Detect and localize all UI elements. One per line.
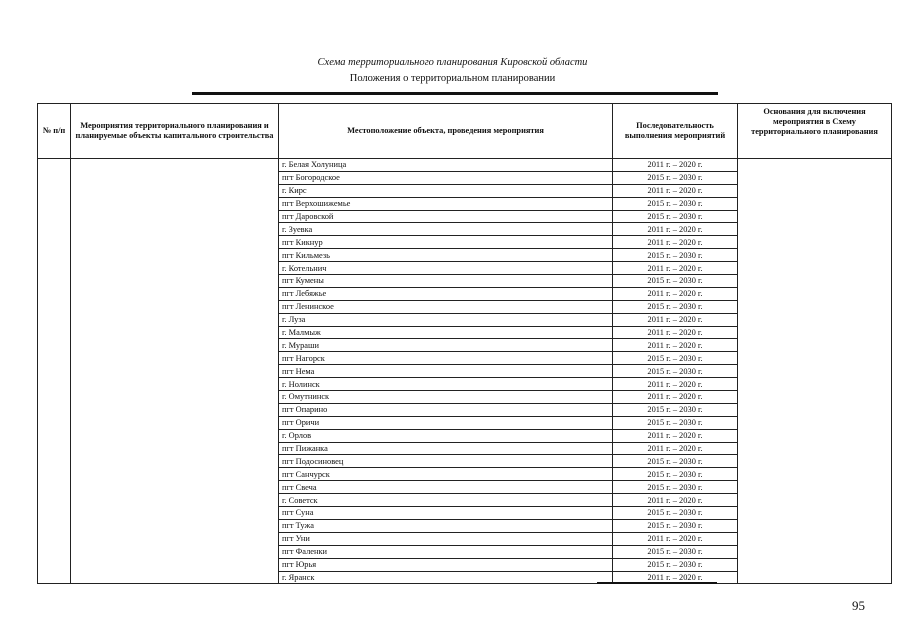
location-cell: г. Котельнич (279, 262, 613, 275)
location-cell: пгт Ленинское (279, 300, 613, 313)
number-cell (38, 159, 71, 584)
sequence-cell: 2011 г. – 2020 г. (613, 442, 738, 455)
sequence-cell: 2015 г. – 2030 г. (613, 416, 738, 429)
col-measures-header: Мероприятия территориального планирования и планируемые объекты капитального строительства (71, 104, 279, 159)
sequence-cell: 2011 г. – 2020 г. (613, 313, 738, 326)
location-cell: пгт Оричи (279, 416, 613, 429)
location-cell: г. Зуевка (279, 223, 613, 236)
location-cell: пгт Свеча (279, 481, 613, 494)
measures-cell (71, 159, 279, 584)
location-cell: пгт Фаленки (279, 545, 613, 558)
location-cell: пгт Опарино (279, 403, 613, 416)
location-cell: г. Советск (279, 494, 613, 507)
location-cell: г. Мураши (279, 339, 613, 352)
location-cell: г. Луза (279, 313, 613, 326)
location-cell: пгт Санчурск (279, 468, 613, 481)
location-cell: г. Белая Холуница (279, 159, 613, 172)
sequence-cell: 2015 г. – 2030 г. (613, 403, 738, 416)
sequence-cell: 2015 г. – 2030 г. (613, 365, 738, 378)
location-cell: пгт Кумены (279, 275, 613, 288)
sequence-cell: 2011 г. – 2020 г. (613, 429, 738, 442)
sequence-cell: 2011 г. – 2020 г. (613, 339, 738, 352)
sequence-cell: 2015 г. – 2030 г. (613, 507, 738, 520)
sequence-cell: 2015 г. – 2030 г. (613, 468, 738, 481)
col-basis-header: Основания для включения мероприятия в Схему территориального планирования (738, 104, 892, 159)
sequence-cell: 2015 г. – 2030 г. (613, 197, 738, 210)
location-cell: пгт Верхошижемье (279, 197, 613, 210)
document-subtitle: Положения о территориальном планировании (349, 73, 556, 84)
sequence-cell: 2011 г. – 2020 г. (613, 287, 738, 300)
col-sequence-header: Последовательность выполнения мероприятий (613, 104, 738, 159)
location-cell: пгт Пижанка (279, 442, 613, 455)
location-cell: пгт Юрья (279, 558, 613, 571)
location-cell: пгт Богородское (279, 171, 613, 184)
location-cell: пгт Кикнур (279, 236, 613, 249)
table-header-row (38, 104, 892, 159)
location-cell: пгт Лебяжье (279, 287, 613, 300)
location-cell: г. Орлов (279, 429, 613, 442)
sequence-cell: 2015 г. – 2030 г. (613, 481, 738, 494)
header-rule (192, 92, 718, 95)
location-cell: пгт Тужа (279, 519, 613, 532)
location-cell: г. Нолинск (279, 378, 613, 391)
sequence-cell: 2011 г. – 2020 г. (613, 159, 738, 172)
location-cell: пгт Уни (279, 532, 613, 545)
sequence-cell: 2011 г. – 2020 г. (613, 571, 738, 584)
location-cell: пгт Даровской (279, 210, 613, 223)
sequence-cell: 2015 г. – 2030 г. (613, 455, 738, 468)
sequence-cell: 2015 г. – 2030 г. (613, 352, 738, 365)
location-cell: пгт Нагорск (279, 352, 613, 365)
sequence-cell: 2015 г. – 2030 г. (613, 275, 738, 288)
page-number: 95 (852, 598, 865, 613)
basis-cell (738, 159, 892, 584)
sequence-cell: 2011 г. – 2020 г. (613, 236, 738, 249)
document-title: Схема территориального планирования Кировской области (317, 57, 588, 68)
location-cell: г. Кирс (279, 184, 613, 197)
sequence-cell: 2015 г. – 2030 г. (613, 210, 738, 223)
location-cell: г. Яранск (279, 571, 613, 584)
location-cell: пгт Кильмезь (279, 249, 613, 262)
table-row (38, 159, 892, 172)
col-number-header: № п/п (38, 104, 71, 159)
sequence-cell: 2015 г. – 2030 г. (613, 519, 738, 532)
location-cell: пгт Нема (279, 365, 613, 378)
sequence-cell: 2015 г. – 2030 г. (613, 558, 738, 571)
location-cell: пгт Подосиновец (279, 455, 613, 468)
sequence-cell: 2015 г. – 2030 г. (613, 171, 738, 184)
sequence-cell: 2011 г. – 2020 г. (613, 223, 738, 236)
sequence-cell: 2011 г. – 2020 г. (613, 494, 738, 507)
location-cell: г. Малмыж (279, 326, 613, 339)
sequence-cell: 2015 г. – 2030 г. (613, 249, 738, 262)
sequence-cell: 2011 г. – 2020 г. (613, 378, 738, 391)
sequence-cell: 2011 г. – 2020 г. (613, 326, 738, 339)
sequence-cell: 2011 г. – 2020 г. (613, 532, 738, 545)
location-cell: пгт Суна (279, 507, 613, 520)
planning-table (37, 103, 892, 584)
col-location-header: Местоположение объекта, проведения мероприятия (279, 104, 613, 159)
sequence-cell: 2011 г. – 2020 г. (613, 391, 738, 404)
table-bottom-bar (597, 582, 717, 584)
sequence-cell: 2015 г. – 2030 г. (613, 300, 738, 313)
sequence-cell: 2011 г. – 2020 г. (613, 262, 738, 275)
sequence-cell: 2015 г. – 2030 г. (613, 545, 738, 558)
sequence-cell: 2011 г. – 2020 г. (613, 184, 738, 197)
location-cell: г. Омутнинск (279, 391, 613, 404)
